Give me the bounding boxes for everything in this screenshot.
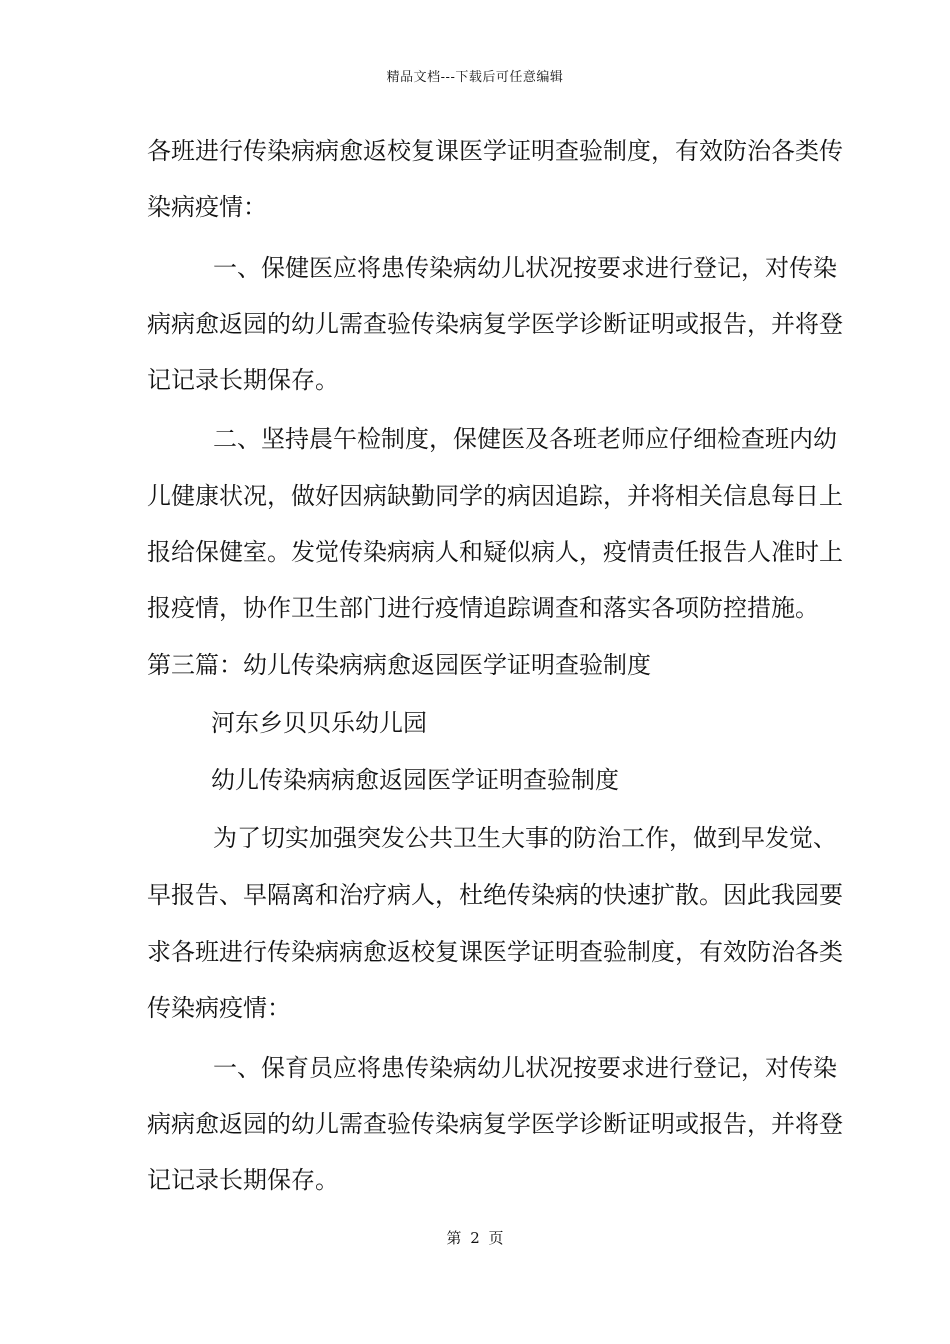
page-number: 2: [470, 1229, 480, 1247]
text-line: 病病愈返园的幼儿需查验传染病复学医学诊断证明或报告，并将登: [147, 1110, 843, 1138]
page-header: 精品文档---下载后可任意编辑: [386, 70, 564, 85]
kindergarten-name: 河东乡贝贝乐幼儿园: [211, 709, 427, 737]
text-line: 病病愈返园的幼儿需查验传染病复学医学诊断证明或报告，并将登: [147, 310, 843, 338]
text-line: 为了切实加强突发公共卫生大事的防治工作，做到早发觉、: [213, 824, 837, 852]
page-suffix: 页: [488, 1229, 504, 1247]
text-line: 报疫情，协作卫生部门进行疫情追踪调查和落实各项防控措施。: [147, 594, 819, 622]
text-line: 报给保健室。发觉传染病病人和疑似病人，疫情责任报告人准时上: [147, 538, 843, 566]
text-line: 早报告、早隔离和治疗病人，杜绝传染病的快速扩散。因此我园要: [147, 881, 843, 909]
text-line: 传染病疫情：: [147, 994, 291, 1022]
section-heading: 第三篇：幼儿传染病病愈返园医学证明查验制度: [147, 651, 651, 679]
text-line: 各班进行传染病病愈返校复课医学证明查验制度，有效防治各类传: [147, 137, 843, 165]
text-line: 二、坚持晨午检制度，保健医及各班老师应仔细检查班内幼: [213, 425, 837, 453]
text-line: 求各班进行传染病病愈返校复课医学证明查验制度，有效防治各类: [147, 938, 843, 966]
text-line: 一、保育员应将患传染病幼儿状况按要求进行登记，对传染: [213, 1054, 837, 1082]
text-line: 记记录长期保存。: [147, 366, 339, 394]
page-footer: [0, 1227, 950, 1248]
text-line: 儿健康状况，做好因病缺勤同学的病因追踪，并将相关信息每日上: [147, 482, 843, 510]
regulation-title: 幼儿传染病病愈返园医学证明查验制度: [211, 766, 619, 794]
text-line: 记记录长期保存。: [147, 1166, 339, 1194]
page-prefix: 第: [446, 1229, 462, 1247]
text-line: 染病疫情：: [147, 193, 267, 221]
text-line: 一、保健医应将患传染病幼儿状况按要求进行登记，对传染: [213, 254, 837, 282]
